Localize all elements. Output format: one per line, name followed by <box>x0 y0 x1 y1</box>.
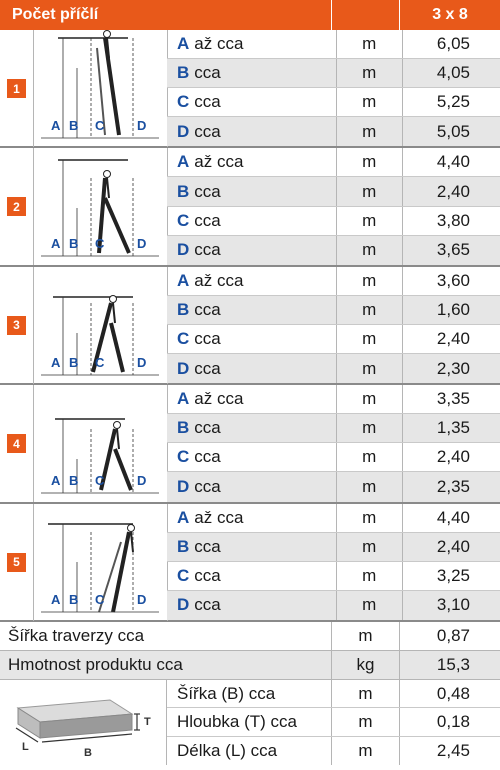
package-unit: m <box>332 708 400 735</box>
measurement-text: cca <box>194 329 221 349</box>
measurement-unit: m <box>337 325 403 353</box>
package-label: Délka (L) cca <box>167 737 332 765</box>
summary-unit: m <box>332 622 400 650</box>
measurement-key: A <box>177 34 190 54</box>
header-spacer <box>332 0 400 30</box>
measurement-row <box>167 117 500 146</box>
package-value: 0,48 <box>436 683 470 703</box>
measurement-label <box>167 207 337 235</box>
measurement-row <box>167 533 500 562</box>
measurement-label <box>167 591 337 620</box>
measurement-value: 3,35 <box>436 389 470 409</box>
group-measurements <box>167 267 500 383</box>
measurement-key: C <box>177 92 190 112</box>
measurement-text: cca <box>194 63 221 83</box>
ladder-drawing <box>33 148 167 265</box>
measurement-label <box>167 88 337 116</box>
summary-unit: kg <box>332 651 400 679</box>
measurement-label <box>167 562 337 590</box>
summary-label: Hmotnost produktu cca <box>0 651 332 679</box>
measurement-text: cca <box>194 299 221 319</box>
dimension-letter-c: C <box>95 236 105 252</box>
measurement-text: cca <box>194 536 221 556</box>
usage-group-5 <box>0 504 500 622</box>
dimension-letter-d: D <box>137 236 147 252</box>
measurement-unit: m <box>337 504 403 532</box>
measurement-label <box>167 30 337 58</box>
measurement-key: B <box>177 181 190 201</box>
measurement-unit: m <box>337 177 403 205</box>
dimension-letter-d: D <box>137 591 147 607</box>
measurement-unit: m <box>337 207 403 235</box>
usage-group-4 <box>0 385 500 503</box>
measurement-row <box>167 354 500 383</box>
measurement-text: cca <box>194 595 221 615</box>
measurement-label <box>167 325 337 353</box>
package-unit: m <box>332 680 400 707</box>
measurement-value: 4,40 <box>436 152 470 172</box>
measurement-value: 4,05 <box>436 63 470 83</box>
package-row-length <box>167 737 500 765</box>
dimension-letter-a: A <box>51 354 61 370</box>
box-l-label: L <box>22 741 29 753</box>
measurement-unit: m <box>337 117 403 146</box>
measurement-text: cca <box>194 358 221 378</box>
package-unit: m <box>332 737 400 765</box>
measurement-key: A <box>177 152 190 172</box>
measurement-row <box>167 414 500 443</box>
measurement-row <box>167 267 500 296</box>
ladder-position-3-illustration <box>33 267 168 384</box>
measurement-key: C <box>177 447 190 467</box>
measurement-text: až cca <box>194 34 244 54</box>
measurement-unit: m <box>337 30 403 58</box>
ladder-drawing <box>33 504 167 621</box>
measurement-text: cca <box>194 240 221 260</box>
box-b-label: B <box>84 747 92 759</box>
usage-group-1 <box>0 30 500 148</box>
measurement-row <box>167 562 500 591</box>
measurement-row <box>167 30 500 59</box>
measurement-label <box>167 354 337 383</box>
measurement-label <box>167 443 337 471</box>
measurement-row <box>167 236 500 265</box>
dimension-letter-c: C <box>95 118 105 133</box>
measurement-row <box>167 177 500 206</box>
measurement-row <box>167 472 500 501</box>
usage-group-3 <box>0 267 500 385</box>
dimension-letter-a: A <box>51 118 61 133</box>
measurement-label <box>167 267 337 295</box>
measurement-label <box>167 414 337 442</box>
summary-row-weight <box>0 651 500 680</box>
usage-group-2 <box>0 148 500 266</box>
measurement-key: C <box>177 210 190 230</box>
group-measurements <box>167 148 500 264</box>
package-label: Hloubka (T) cca <box>167 708 332 735</box>
dimension-letter-b: B <box>69 473 79 489</box>
measurement-row <box>167 443 500 472</box>
group-number-cell <box>0 30 34 147</box>
measurement-label <box>167 385 337 413</box>
ladder-drawing <box>33 385 167 502</box>
measurement-unit: m <box>337 591 403 620</box>
measurement-text: cca <box>194 565 221 585</box>
measurement-unit: m <box>337 533 403 561</box>
summary-value: 15,3 <box>436 655 470 674</box>
measurement-row <box>167 296 500 325</box>
measurement-label <box>167 236 337 265</box>
measurement-key: B <box>177 536 190 556</box>
measurement-value: 4,40 <box>436 507 470 527</box>
package-label: Šířka (B) cca <box>167 680 332 707</box>
group-measurements <box>167 385 500 501</box>
measurement-value: 2,30 <box>436 358 470 378</box>
measurement-label <box>167 472 337 501</box>
measurement-value: 5,25 <box>436 92 470 112</box>
measurement-unit: m <box>337 59 403 87</box>
dimension-letter-d: D <box>137 473 147 489</box>
measurement-value: 1,35 <box>436 418 470 438</box>
measurement-unit: m <box>337 385 403 413</box>
measurement-unit: m <box>337 88 403 116</box>
measurement-key: D <box>177 477 190 497</box>
group-measurements <box>167 504 500 620</box>
package-value: 2,45 <box>436 740 470 760</box>
measurement-row <box>167 88 500 117</box>
measurement-unit: m <box>337 562 403 590</box>
package-row-depth <box>167 708 500 736</box>
measurement-unit: m <box>337 296 403 324</box>
dimension-letter-a: A <box>51 236 61 252</box>
measurement-key: D <box>177 240 190 260</box>
measurement-unit: m <box>337 236 403 265</box>
measurement-value: 2,40 <box>436 329 470 349</box>
dimension-letter-c: C <box>95 354 105 370</box>
measurement-row <box>167 59 500 88</box>
dimension-letter-a: A <box>51 591 61 607</box>
measurement-key: B <box>177 299 190 319</box>
group-number-cell <box>0 385 34 502</box>
measurement-value: 3,80 <box>436 210 470 230</box>
measurement-value: 3,65 <box>436 240 470 260</box>
measurement-text: cca <box>194 121 221 141</box>
measurement-key: C <box>177 329 190 349</box>
ladder-position-2-illustration <box>33 148 168 265</box>
group-number-badge: 4 <box>7 434 26 453</box>
measurement-value: 3,25 <box>436 565 470 585</box>
measurement-key: A <box>177 389 190 409</box>
dimension-letter-b: B <box>69 118 79 133</box>
package-box-illustration <box>0 680 167 765</box>
measurement-unit: m <box>337 354 403 383</box>
measurement-key: A <box>177 507 190 527</box>
measurement-text: až cca <box>194 507 244 527</box>
group-number-badge: 5 <box>7 553 26 572</box>
package-row-width <box>167 680 500 708</box>
measurement-value: 3,60 <box>436 270 470 290</box>
measurement-label <box>167 504 337 532</box>
measurement-unit: m <box>337 267 403 295</box>
measurement-label <box>167 117 337 146</box>
group-number-badge: 2 <box>7 197 26 216</box>
group-measurements <box>167 30 500 146</box>
measurement-row <box>167 207 500 236</box>
measurement-text: cca <box>194 210 221 230</box>
group-number-badge: 3 <box>7 316 26 335</box>
dimension-letter-b: B <box>69 354 79 370</box>
measurement-key: A <box>177 270 190 290</box>
measurement-label <box>167 177 337 205</box>
measurement-key: D <box>177 595 190 615</box>
measurement-key: C <box>177 565 190 585</box>
package-dimensions <box>167 680 500 765</box>
ladder-position-5-illustration <box>33 504 168 621</box>
measurement-value: 2,40 <box>436 536 470 556</box>
measurement-key: B <box>177 63 190 83</box>
group-number-cell <box>0 504 34 621</box>
dimension-letter-c: C <box>95 591 105 607</box>
box-t-label: T <box>144 716 151 728</box>
table-header <box>0 0 500 30</box>
ladder-drawing <box>33 30 167 147</box>
dimension-letter-c: C <box>95 473 105 489</box>
measurement-label <box>167 59 337 87</box>
measurement-value: 2,40 <box>436 181 470 201</box>
measurement-value: 6,05 <box>436 34 470 54</box>
measurement-value: 2,35 <box>436 477 470 497</box>
ladder-position-1-illustration <box>33 30 168 147</box>
measurement-label <box>167 148 337 176</box>
measurement-value: 1,60 <box>436 299 470 319</box>
dimension-letter-b: B <box>69 236 79 252</box>
measurement-label <box>167 296 337 324</box>
measurement-row <box>167 148 500 177</box>
group-number-cell <box>0 148 34 265</box>
dimension-letter-b: B <box>69 591 79 607</box>
measurement-key: D <box>177 121 190 141</box>
dimension-letter-d: D <box>137 354 147 370</box>
rungs-config: 3 x 8 <box>432 6 468 23</box>
summary-label: Šířka traverzy cca <box>0 622 332 650</box>
summary-value: 0,87 <box>436 626 470 645</box>
dimension-letter-a: A <box>51 473 61 489</box>
measurement-text: cca <box>194 418 221 438</box>
measurement-text: až cca <box>194 152 244 172</box>
measurement-label <box>167 533 337 561</box>
ladder-position-4-illustration <box>33 385 168 502</box>
measurement-row <box>167 385 500 414</box>
package-value: 0,18 <box>436 711 470 731</box>
measurement-value: 5,05 <box>436 121 470 141</box>
measurement-unit: m <box>337 443 403 471</box>
measurement-unit: m <box>337 472 403 501</box>
measurement-text: cca <box>194 477 221 497</box>
measurement-unit: m <box>337 148 403 176</box>
measurement-value: 2,40 <box>436 447 470 467</box>
group-number-cell <box>0 267 34 384</box>
measurement-key: B <box>177 418 190 438</box>
measurement-row <box>167 591 500 620</box>
package-section <box>0 680 500 765</box>
measurement-row <box>167 325 500 354</box>
measurement-text: až cca <box>194 270 244 290</box>
measurement-value: 3,10 <box>436 595 470 615</box>
measurement-text: až cca <box>194 389 244 409</box>
package-box-drawing <box>0 680 167 765</box>
measurement-key: D <box>177 358 190 378</box>
measurement-text: cca <box>194 447 221 467</box>
measurement-row <box>167 504 500 533</box>
dimension-letter-d: D <box>137 118 147 133</box>
rungs-title: Počet příčlí <box>0 0 332 30</box>
measurement-text: cca <box>194 181 221 201</box>
measurement-unit: m <box>337 414 403 442</box>
group-number-badge: 1 <box>7 79 26 98</box>
measurement-text: cca <box>194 92 221 112</box>
summary-row-traverse <box>0 622 500 651</box>
ladder-drawing <box>33 267 167 384</box>
